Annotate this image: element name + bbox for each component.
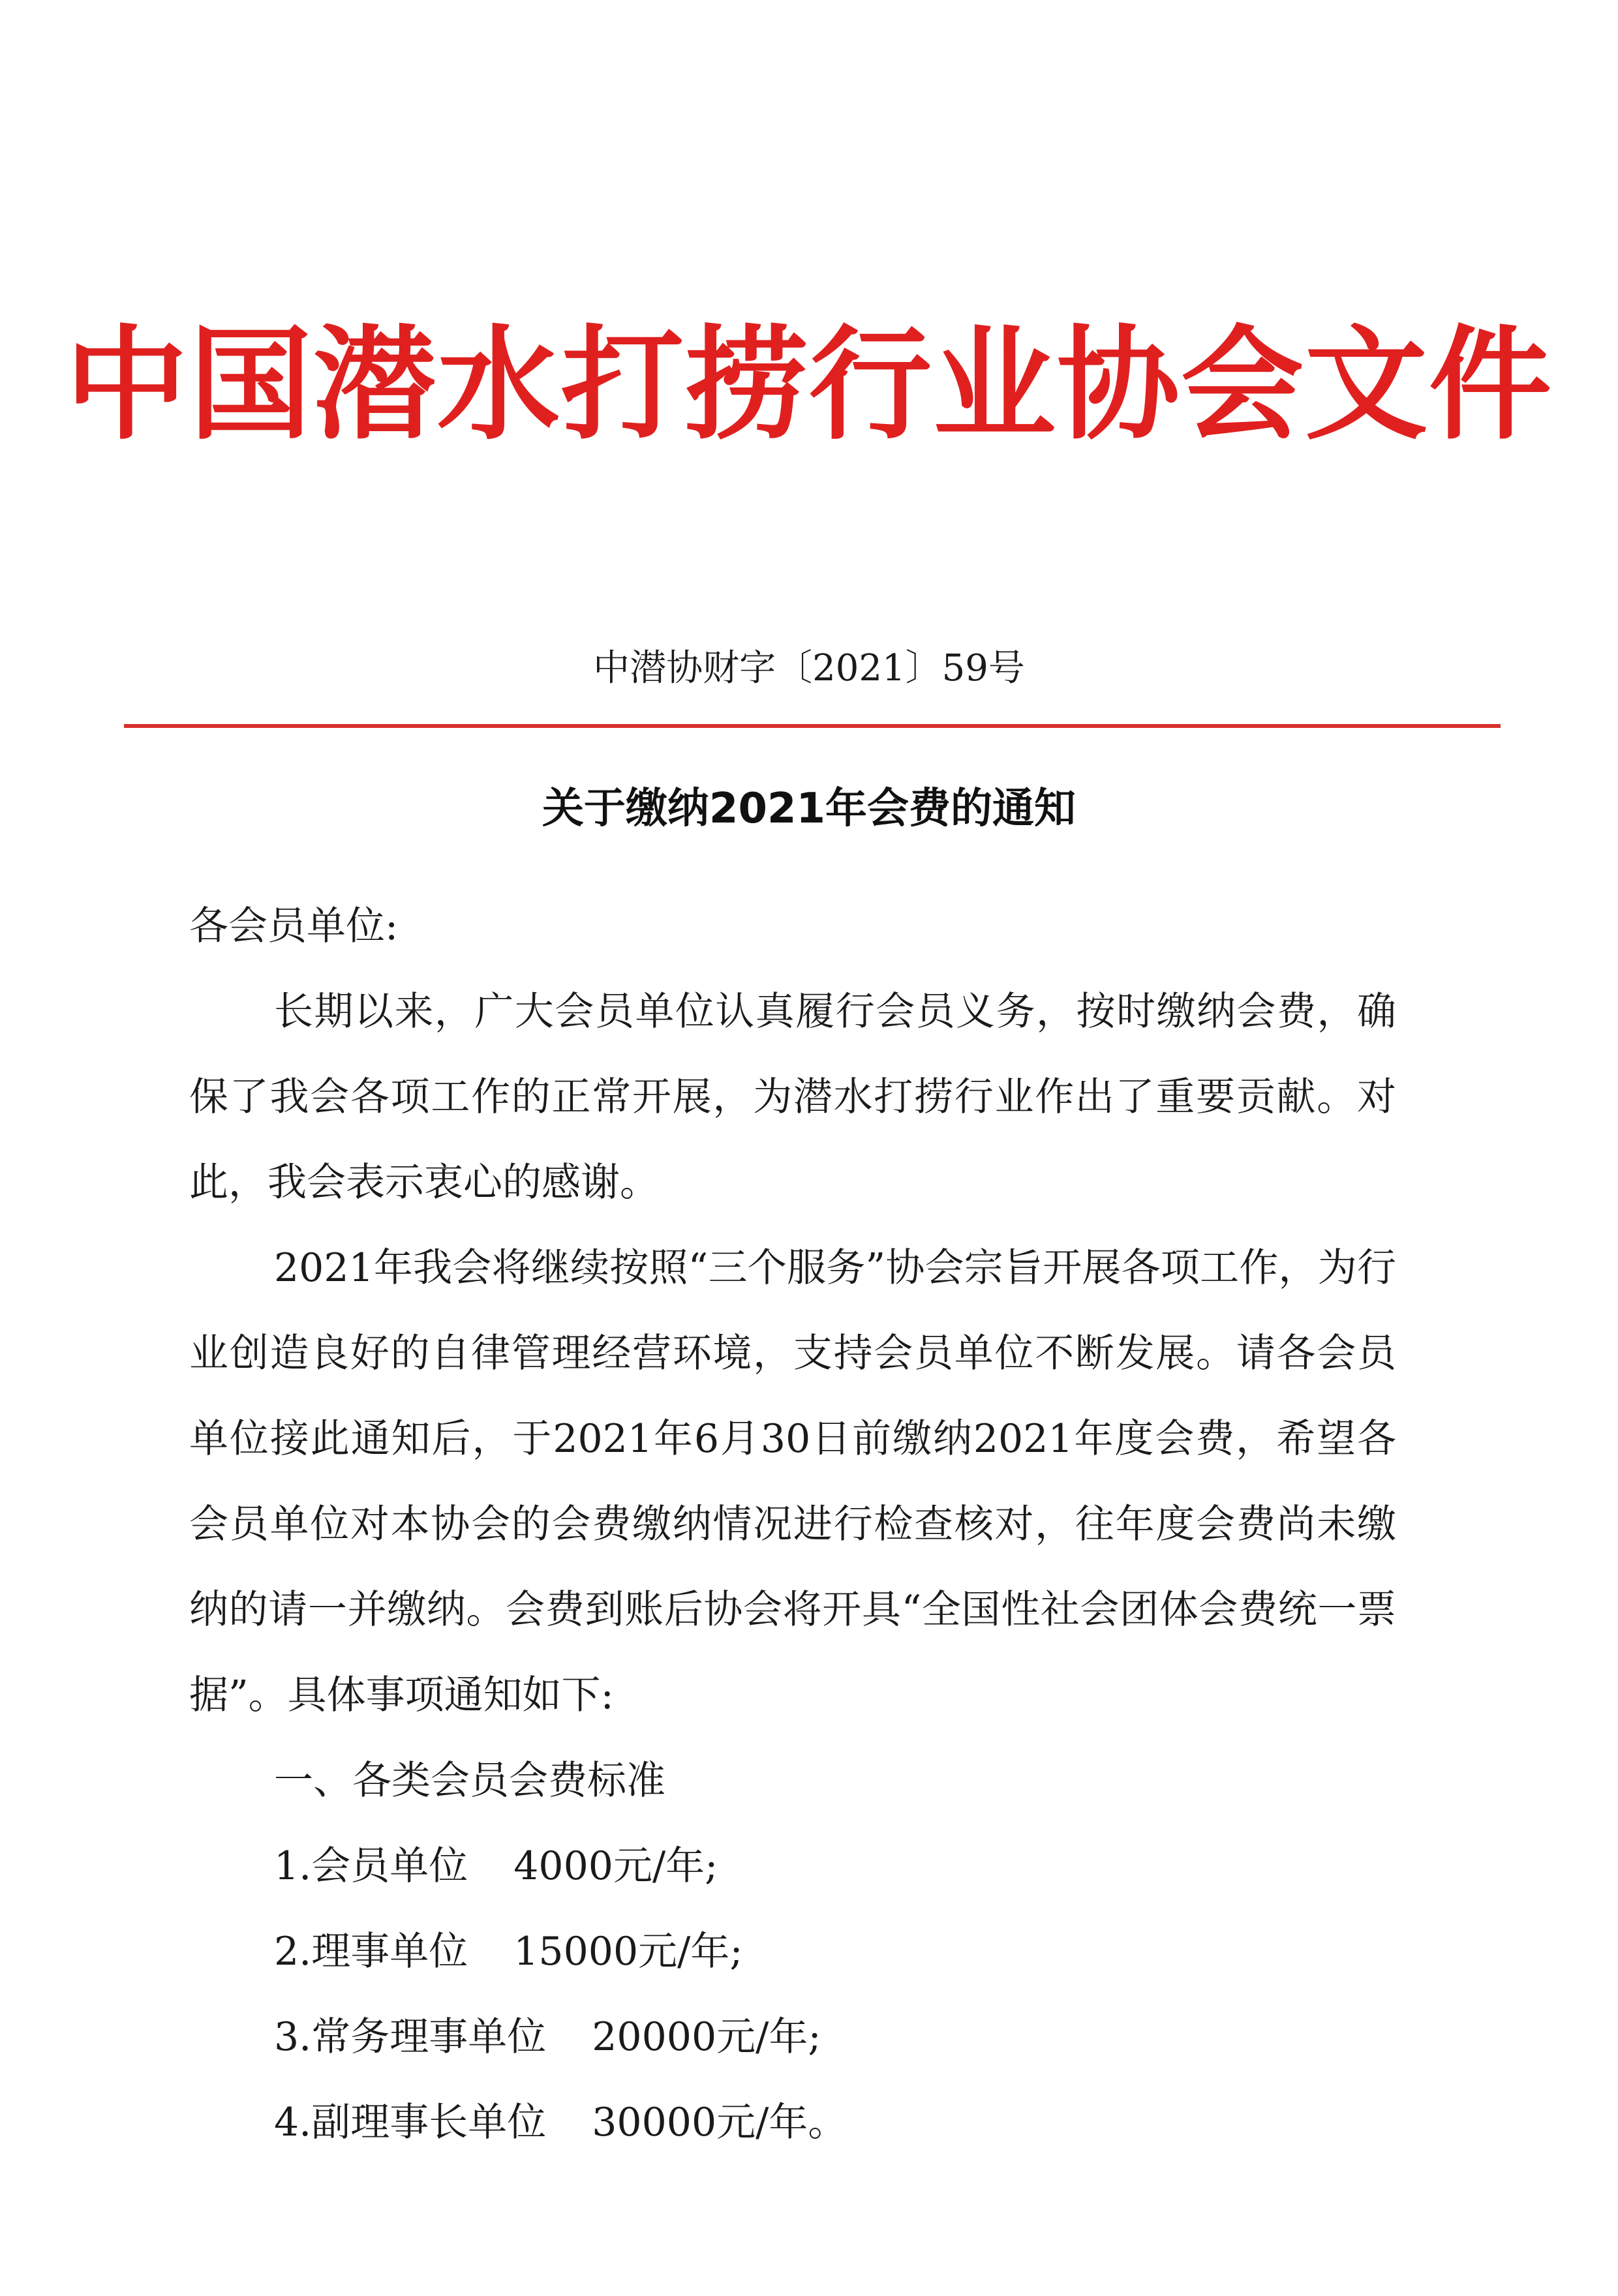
fee-item [189,1824,1396,1909]
salutation: 各会员单位: [189,903,399,949]
fee-item-amount: 15000元/年; [513,1929,743,1974]
fee-item [189,1995,1396,2080]
fee-item [189,1909,1396,1995]
paragraph-2: 2021年我会将继续按照“三个服务”协会宗旨开展各项工作，为行业创造良好的自律管理经营环境，支持会员单位不断发展。请各会员单位接此通知后，于2021年6月30日前缴纳2021年度会费，希望各会员单位对本协会的会费缴纳情况进行检查核对，往年度会费尚未缴纳的请一并缴纳。会费到账后协会将开具“全国性社会团体会费统一票据”。具体事项通知如下: [189,1245,1396,1718]
fee-item-label: 4.副理事长单位 [274,2100,547,2145]
masthead-title: 中国潜水打捞行业协会文件 [65,312,1553,457]
paragraph-1: 长期以来，广大会员单位认真履行会员义务，按时缴纳会费，确保了我会各项工作的正常开展，为潜水打捞行业作出了重要贡献。对此，我会表示衷心的感谢。 [189,989,1396,1205]
fee-item-amount: 20000元/年; [592,2014,821,2060]
fee-item-label: 1.会员单位 [274,1843,468,1889]
fee-item-label: 3.常务理事单位 [274,2014,547,2060]
section-heading: 一、各类会员会费标准 [274,1758,665,1804]
fee-item [189,2080,1396,2166]
fee-item-amount: 4000元/年; [513,1843,718,1889]
fee-item-amount: 30000元/年。 [592,2100,847,2145]
fee-item-label: 2.理事单位 [274,1929,468,1974]
document-number: 中潜协财字〔2021〕59号 [593,647,1025,689]
notice-title: 关于缴纳2021年会费的通知 [542,785,1076,833]
document-body [189,884,1396,2166]
red-divider-line [124,724,1501,728]
